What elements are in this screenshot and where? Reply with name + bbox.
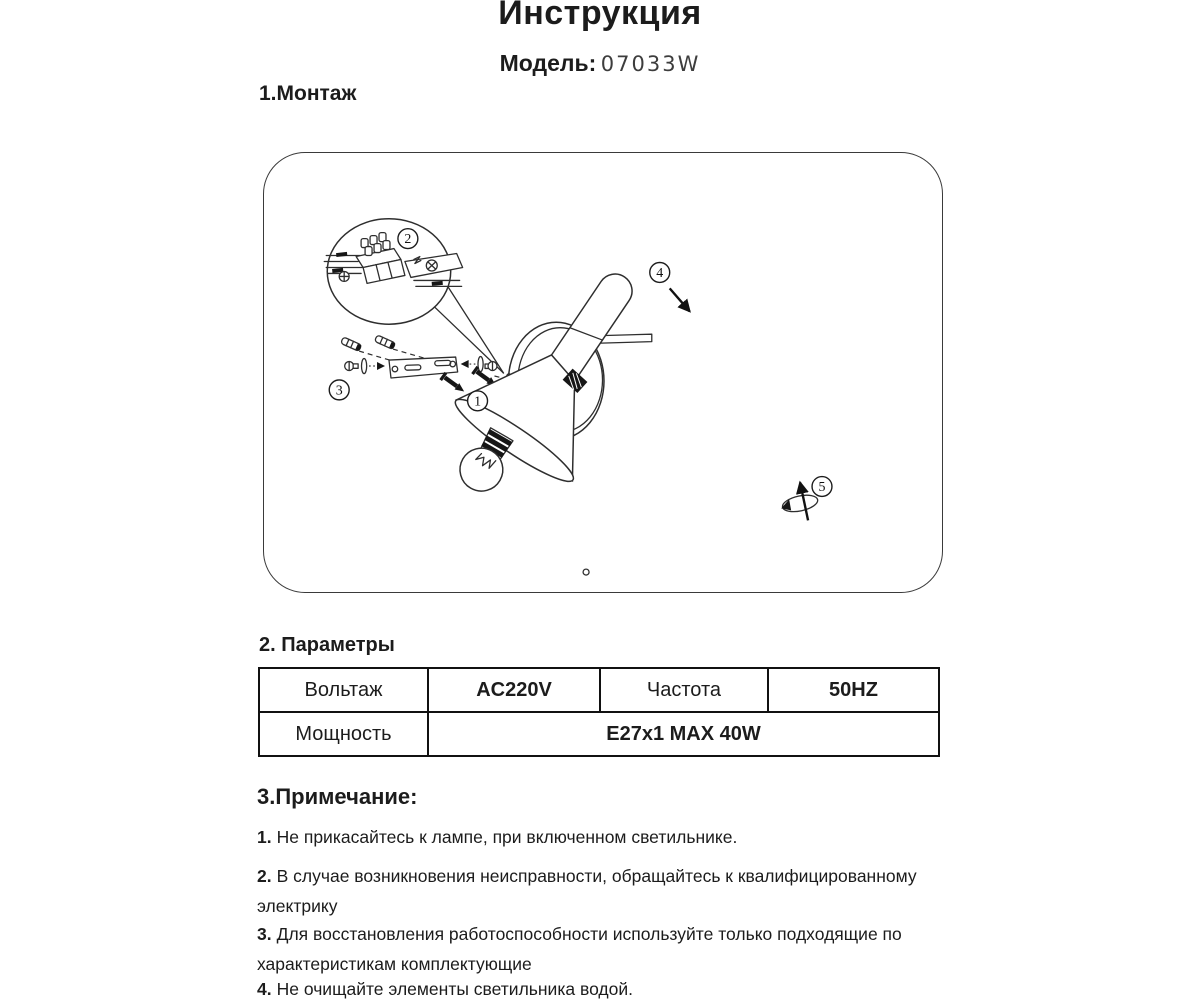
note-item-3	[257, 919, 957, 979]
note-item-4	[257, 974, 957, 1000]
mounting-bracket	[389, 357, 458, 378]
note-number: 2.	[257, 866, 272, 886]
note-item-2	[257, 861, 957, 921]
model-label: Модель:	[499, 50, 597, 76]
callout-shade-num: 4	[656, 265, 664, 281]
fixing-screw	[439, 372, 466, 395]
section-heading-notes: 3.Примечание:	[257, 784, 418, 809]
assembly-diagram	[263, 152, 943, 593]
note-text: Не прикасайтесь к лампе, при включенном светильнике.	[276, 827, 738, 847]
wall-anchor	[374, 335, 395, 349]
callout-rotate	[812, 477, 832, 497]
screw-washer-right	[461, 356, 497, 371]
callout-rotate-num: 5	[818, 479, 826, 495]
slide-arrow	[670, 288, 690, 311]
wall-anchor	[341, 337, 362, 351]
voltage-label-cell: Вольтаж	[259, 668, 428, 712]
model-value: 07033W	[600, 52, 701, 76]
callout-canopy	[468, 391, 488, 411]
model-line	[0, 50, 1200, 77]
callout-terminal-num: 2	[404, 232, 412, 248]
assembly-diagram-svg	[264, 153, 942, 592]
voltage-value-cell: AC220V	[428, 668, 600, 712]
parameters-table	[258, 667, 940, 757]
frequency-label-cell: Частота	[600, 668, 768, 712]
callout-shade	[650, 263, 670, 283]
note-text: В случае возникновения неисправности, обращайтесь к квалифицированному	[276, 866, 917, 886]
note-text: Для восстановления работоспособности используйте только подходящие по	[276, 924, 902, 944]
small-hole	[583, 569, 589, 575]
page-title: Инструкция	[498, 0, 702, 32]
power-label-cell: Мощность	[259, 712, 428, 756]
callout-bracket-num: 3	[335, 383, 343, 399]
power-value-cell: E27x1 MAX 40W	[428, 712, 939, 756]
section-heading-montage: 1.Монтаж	[259, 82, 357, 105]
note-text-continued: электрику	[257, 896, 338, 916]
note-item-1	[257, 822, 957, 852]
section-heading-params: 2. Параметры	[259, 634, 395, 656]
table-row	[259, 712, 939, 756]
callout-bracket	[329, 380, 349, 400]
note-number: 1.	[257, 827, 272, 847]
note-text-continued: характеристикам комплектующие	[257, 954, 532, 974]
table-row	[259, 668, 939, 712]
callout-canopy-num: 1	[474, 394, 482, 410]
screw-washer-left	[345, 358, 385, 373]
note-number: 4.	[257, 979, 272, 999]
frequency-value-cell: 50HZ	[768, 668, 939, 712]
callout-terminal	[398, 229, 418, 249]
note-number: 3.	[257, 924, 272, 944]
note-text: Не очищайте элементы светильника водой.	[276, 979, 634, 999]
